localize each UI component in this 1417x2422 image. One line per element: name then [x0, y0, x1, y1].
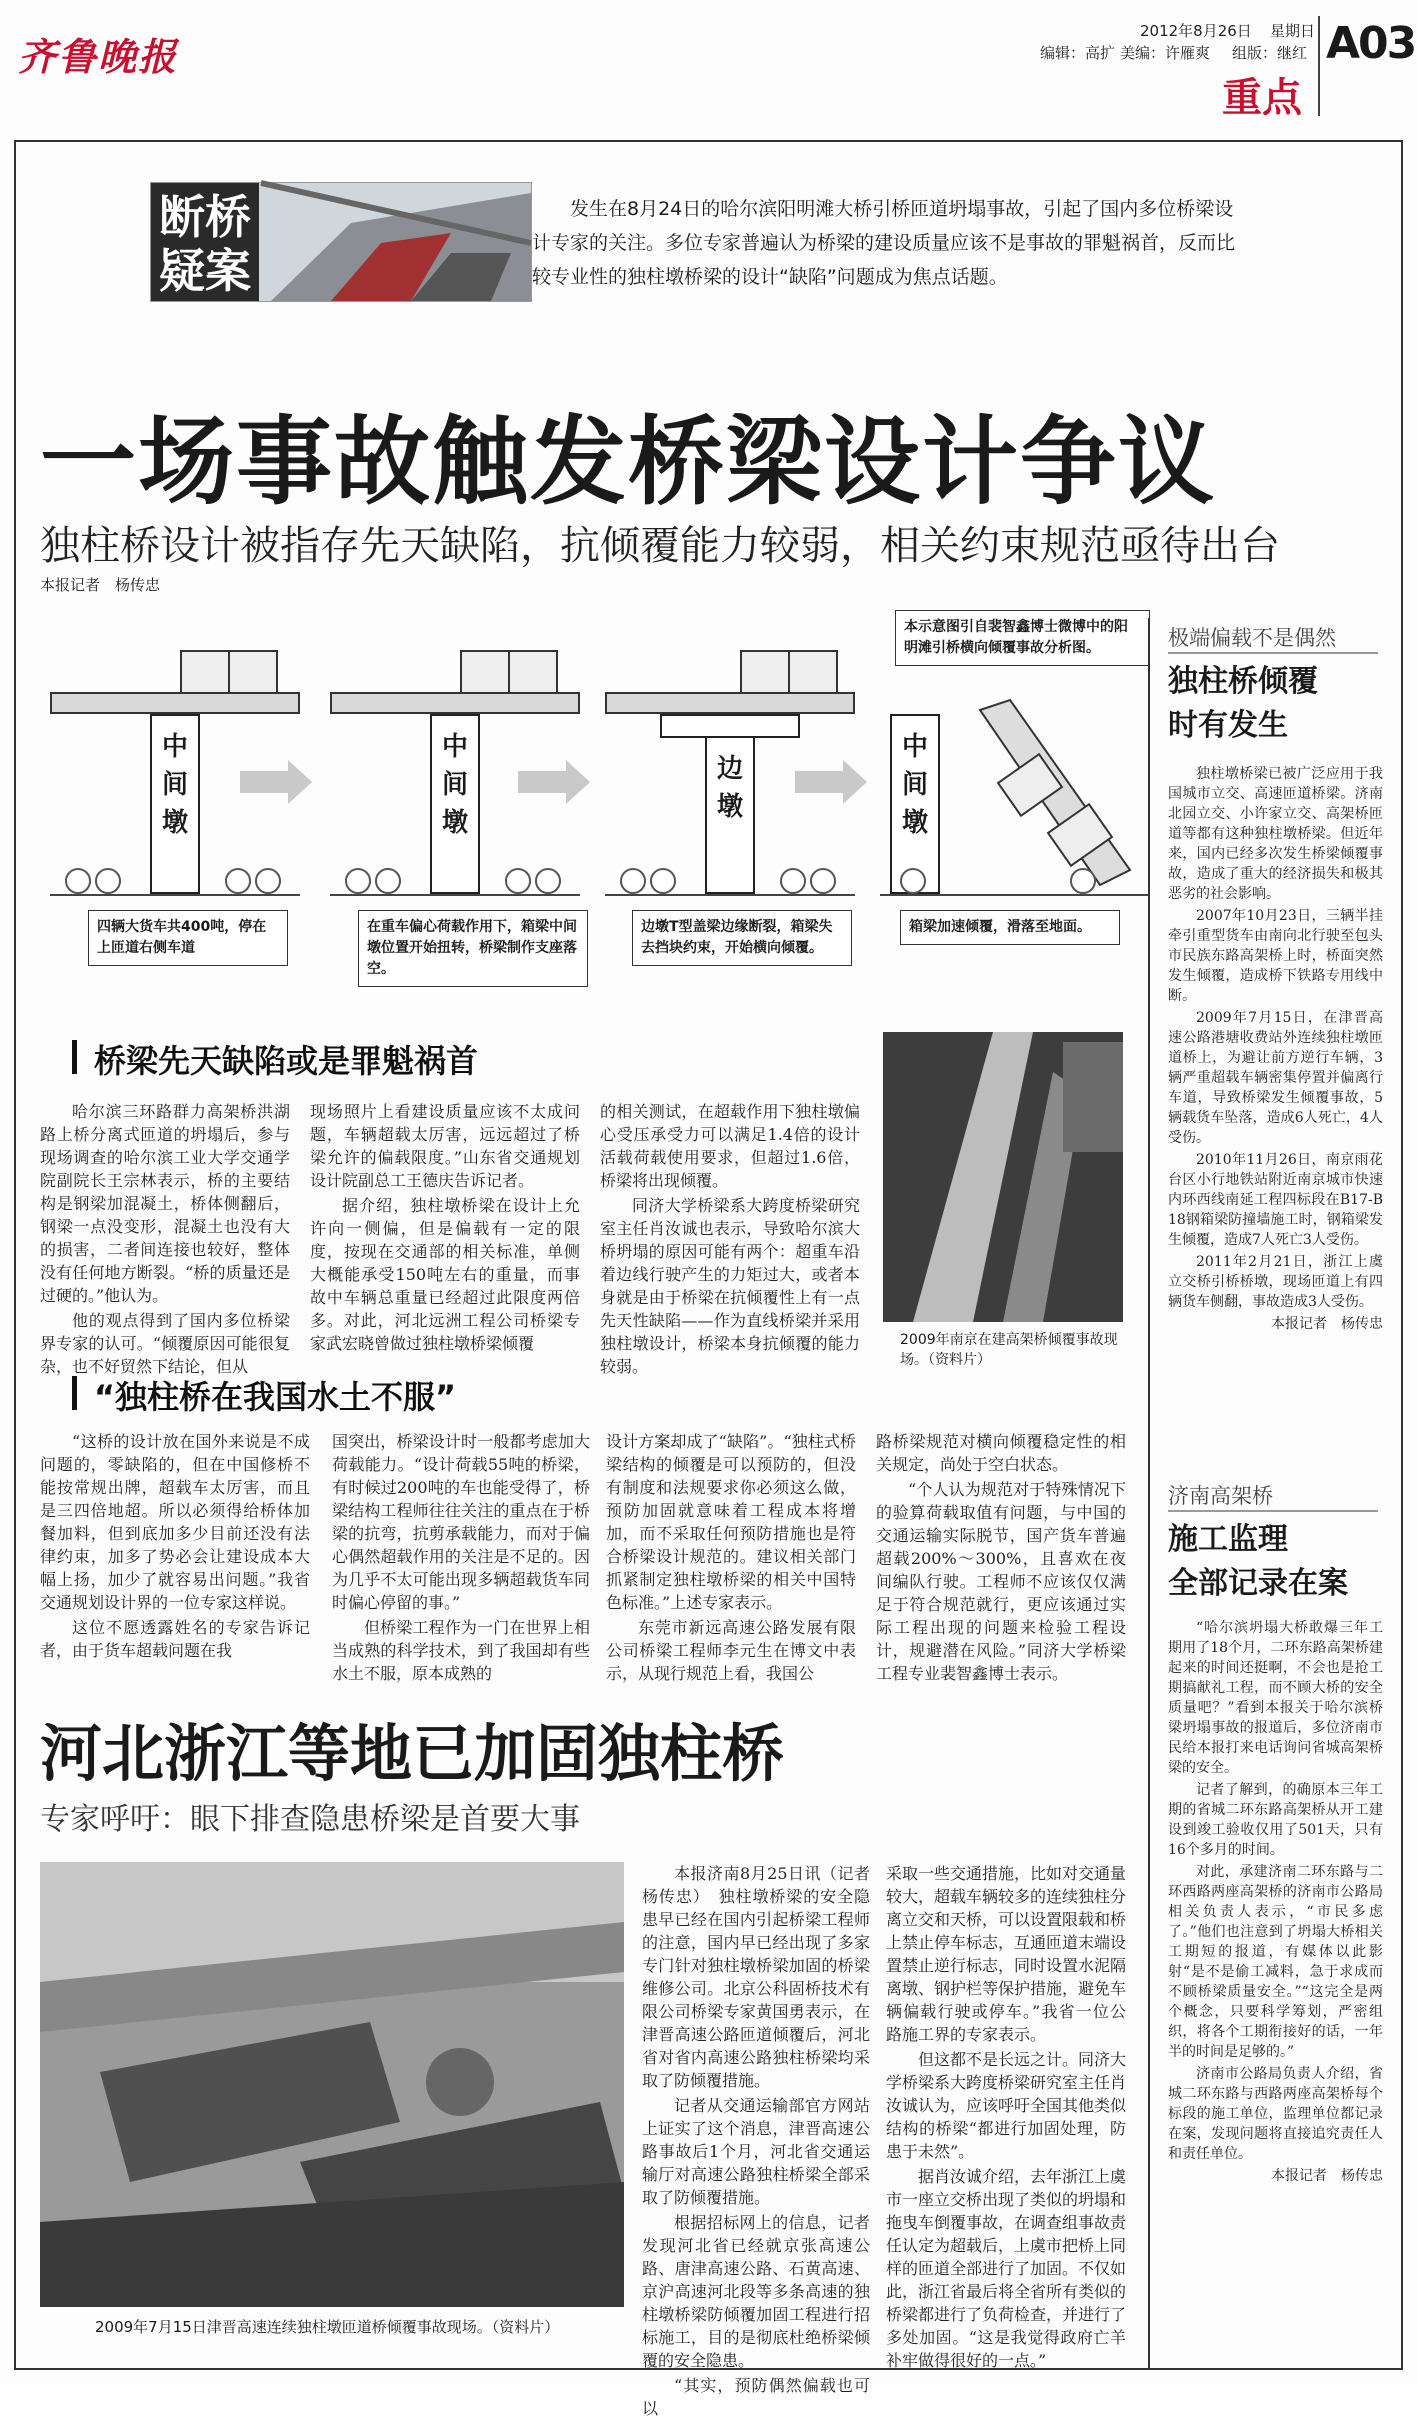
tipping-deck-illustration [940, 700, 1150, 900]
overturned-trucks-image [40, 1862, 624, 2307]
nanjing-photo [883, 1032, 1123, 1322]
ground-step2 [330, 894, 580, 896]
paragraph: 本报济南8月25日讯（记者 杨传忠） 独柱墩桥梁的安全隐患早已经在国内引起桥梁工程师的注意，国内早已经出现了多家专门针对独柱墩桥梁加固的桥梁维修公司。北京公科固桥技术有限公司桥梁专家黄国勇表示，在津晋高速公路匝道倾覆后，河北省对省内高速公路独柱桥梁均采取了防倾覆措施。 [642, 1864, 887, 2090]
tree-icon [345, 868, 371, 894]
deck-step3 [605, 692, 855, 714]
paragraph: 2009年7月15日，在津晋高速公路港塘收费站外连续独柱墩匝道桥上，为避让前方逆行车辆，3辆严重超载车辆密集停置并偏离行车道，导致桥梁发生倾覆事故，5辆载货车坠落，造成6人死亡，4人受伤。 [1168, 1010, 1383, 1146]
paragraph: 2011年2月21日，浙江上虞立交桥引桥桥墩，现场匝道上有四辆货车侧翻，事故造成3人受伤。 [1168, 1254, 1383, 1310]
t-cap-beam [660, 714, 800, 738]
paragraph: 对此，承建济南二环东路与二环西路两座高架桥的济南市公路局相关负责人表示，“市民多虑了。”他们也注意到了坍塌大桥相关工期短的报道，有媒体以此影射“是不是偷工减料，急于求成而不顾桥梁质量安全。”“这完全是两个概念，只要科学筹划，严密组织，将各个工期衔接好的话，一年半的时间是足够的。” [1168, 1864, 1383, 2060]
second-col1 [642, 1862, 887, 2422]
paragraph: 济南市公路局负责人介绍，省城二环东路与西路两座高架桥每个标段的施工单位，监理单位都记录在案，发现问题将直接追究责任人和责任单位。 [1168, 2066, 1383, 2162]
bridge-collapse-image [883, 1032, 1123, 1322]
tree-icon [95, 868, 121, 894]
paragraph: 但这都不是长远之计。同济大学桥梁系大跨度桥梁研究室主任肖汝诚认为，应该呼吁全国其他类似结构的桥梁“都进行加固处理，防患于未然”。 [886, 2050, 1127, 2161]
pier-step1-label: 中间墩 [161, 732, 188, 838]
tree-icon [810, 868, 836, 894]
ground-step4 [880, 894, 1150, 896]
paragraph: 的相关测试，在超载作用下独柱墩偏心受压承受力可以满足1.4倍的设计活载荷载使用要求，但超过1.6倍，桥梁将出现倾覆。 [600, 1102, 860, 1190]
page-number: A03 [1326, 18, 1416, 69]
tree-icon [505, 868, 531, 894]
main-byline: 本报记者 杨传忠 [40, 576, 161, 594]
section2-col3 [606, 1430, 856, 1687]
tree-icon [780, 868, 806, 894]
paragraph: “这桥的设计放在国外来说是不成问题的，零缺陷的，但在中国修桥不能按常规出牌，超载车太厉害，而且是三四倍地超。所以必须得给桥体加餐加料，但到底加多少目前还没有法律约束，加多了势必会让建设成本大幅上扬，加少了就容易出问题。”我省交通规划设计界的一位专家这样说。 [40, 1432, 310, 1612]
intro-badge-photo [150, 182, 532, 302]
paragraph: 哈尔滨三环路群力高架桥洪湖路上桥分离式匝道的坍塌后，参与现场调查的哈尔滨工业大学交通学院副院长王宗林表示，桥的主要结构是钢梁加混凝土，桥体侧翻后，钢梁一点没变形，混凝土也没有大的损害，二者间连接也较好，整体没有任何地方断裂。“桥的质量还是过硬的。”他认为。 [40, 1102, 290, 1305]
byline: 本报记者 杨传忠 [1271, 1316, 1383, 1332]
paragraph: 记者了解到，的确原本三年工期的省城二环东路高架桥从开工建设到竣工验收仅用了501天，只有16个多月的时间。 [1168, 1782, 1383, 1858]
second-headline: 河北浙江等地已加固独柱桥 [40, 1717, 785, 1790]
jinjin-photo-caption: 2009年7月15日津晋高速连续独柱墩匝道桥倾覆事故现场。（资料片） [95, 2318, 560, 2336]
paragraph: 现场照片上看建设质量应该不太成问题，车辆超载太厉害，远远超过了桥梁允许的偏载限度。”山东省交通规划设计院副总工王德庆告诉记者。 [310, 1102, 580, 1190]
paragraph: 2007年10月23日，三辆半挂牵引重型货车由南向北行驶至包头市民族东路高架桥上时，桥面突然发生倾覆，造成桥下铁路专用线中断。 [1168, 908, 1383, 1004]
sidebar2-title-1: 施工监理 [1168, 1522, 1288, 1557]
section1-col3 [600, 1100, 860, 1380]
paragraph: 据介绍，独柱墩桥梁在设计上允许向一侧偏，但是偏载有一定的限度，按现在交通部的相关标准，单侧大概能承受150吨左右的重量，而事故中车辆总重量已经超过此限度两倍多。对此，河北远洲工程公司桥梁专家武宏晓曾做过独柱墩桥梁倾覆 [310, 1196, 580, 1353]
issue-date: 2012年8月26日 [1140, 22, 1252, 40]
issue-weekday: 星期日 [1270, 22, 1316, 40]
paper-name: 齐鲁晚报 [18, 34, 179, 79]
proof-credit: 组版：继红 [1232, 44, 1308, 62]
caption-step3: 边墩T型盖梁边缘断裂，箱梁失去挡块约束，开始横向倾覆。 [632, 910, 852, 966]
truck-step1-b [228, 650, 278, 694]
diagram-note: 本示意图引自裴智鑫博士微博中的阳明滩引桥横向倾覆事故分析图。 [895, 610, 1150, 666]
badge-bottom-text: 疑案 [159, 244, 251, 298]
badge-top-text: 断桥 [159, 190, 251, 244]
tree-icon [650, 868, 676, 894]
collapse-diagram [40, 610, 1150, 1030]
tree-icon [900, 868, 926, 894]
section2-col4 [876, 1430, 1126, 1687]
intro-text: 发生在8月24日的哈尔滨阳明滩大桥引桥匝道坍塌事故，引起了国内多位桥梁设计专家的关注。多位专家普遍认为桥梁的建设质量应该不是事故的罪魁祸首，反而比较专业性的独柱墩桥梁的设计“缺陷”问题成为焦点话题。 [532, 198, 1236, 288]
paragraph: 记者从交通运输部官方网站上证实了这个消息，津晋高速公路事故后1个月，河北省交通运输厅对高速公路独柱桥梁全部采取了防倾覆措施。 [642, 2096, 870, 2207]
section2-heading: “独柱桥在我国水土不服” [72, 1372, 794, 1418]
paragraph: 路桥梁规范对横向倾覆稳定性的相关规定，尚处于空白状态。 [876, 1432, 1126, 1474]
pier-step3-label: 边墩 [716, 754, 743, 822]
sidebar-rule [1148, 618, 1150, 2368]
truck-step1-a [180, 650, 230, 694]
pier-step4-label: 中间墩 [901, 732, 928, 838]
paragraph: 据肖汝诚介绍，去年浙江上虞市一座立交桥出现了类似的坍塌和拖曳车倒覆事故，在调查组事故责任认定为超载后，上虞市把桥上同样的匝道全部进行了加固。不仅如此，浙江省最后将全省所有类似的桥梁都进行了负荷检查，并进行了多处加固。“这是我觉得政府亡羊补牢做得很好的一点。” [886, 2167, 1127, 2370]
section2-col2 [332, 1430, 590, 1687]
truck-step2-b [508, 650, 558, 694]
tree-icon [225, 868, 251, 894]
paragraph: “个人认为规范对于特殊情况下的验算荷载取值有问题，与中国的交通运输实际脱节，国产货车普遍超载200%～300%，且喜欢在夜间编队行驶。工程师不应该仅仅满足于符合规范就行，更应该通过实际工程出现的问题来检验工程设计，规避潜在风险。”同济大学桥梁工程专业裴智鑫博士表示。 [876, 1480, 1126, 1683]
tree-icon [255, 868, 281, 894]
caption-step1: 四辆大货车共400吨，停在上匝道右侧车道 [88, 910, 288, 966]
paragraph: 独柱墩桥梁已被广泛应用于我国城市立交、高速匝道桥梁。济南北园立交、小许家立交、高架桥匝道等都有这种独柱墩桥梁。但近年来，国内已经多次发生桥梁倾覆事故，造成了重大的经济损失和极其恶劣的社会影响。 [1168, 766, 1383, 902]
tree-icon [535, 868, 561, 894]
pier-step2 [430, 714, 480, 894]
sidebar2-kicker: 济南高架桥 [1168, 1484, 1273, 1508]
tree-icon [620, 868, 646, 894]
deck-step2 [330, 692, 580, 714]
pier-step2-label: 中间墩 [441, 732, 468, 838]
sidebar1-title-1: 独柱桥倾覆 [1168, 664, 1318, 699]
caption-step4: 箱梁加速倾覆，滑落至地面。 [900, 910, 1120, 945]
caption-step2: 在重车偏心荷载作用下，箱梁中间墩位置开始扭转，桥梁制作支座落空。 [358, 910, 588, 987]
main-headline: 一场事故触发桥梁设计争议 [40, 406, 1216, 518]
section-label: 重点 [1222, 75, 1302, 121]
paragraph: “其实，预防偶然偏载也可以 [642, 2376, 870, 2418]
pier-step1 [150, 714, 200, 894]
jinjin-photo [40, 1862, 624, 2307]
deck-step1 [50, 692, 300, 714]
paragraph: 同济大学桥梁系大跨度桥梁研究室主任肖汝诚也表示，导致哈尔滨大桥坍塌的原因可能有两个：超重车沿着边线行驶产生的力矩过大，或者本身就是由于桥梁在抗倾覆性上有一点先天性缺陷——作为直线桥梁并采用独柱墩设计，桥梁本身抗倾覆的能力较弱。 [600, 1196, 860, 1376]
main-subhead: 独柱桥设计被指存先天缺陷，抗倾覆能力较弱，相关约束规范亟待出台 [40, 523, 1280, 569]
truck-step2-a [460, 650, 510, 694]
masthead-divider [1318, 16, 1320, 116]
sidebar2-kicker-rule [1168, 1510, 1378, 1512]
section1-col1 [40, 1100, 290, 1380]
tree-icon [65, 868, 91, 894]
paragraph: 设计方案却成了“缺陷”。“独柱式桥梁结构的倾覆是可以预防的，但没有制度和法规要求你必须这么做，预防加固就意味着工程成本将增加，而不采取任何预防措施也是符合桥梁设计规范的。建议相关部门抓紧制定独柱墩桥梁的相关中国特色标准。”上述专家表示。 [606, 1432, 856, 1612]
pier-step4 [890, 714, 940, 894]
sidebar1-body [1168, 764, 1383, 1336]
tree-icon [1070, 868, 1096, 894]
ground-step3 [605, 894, 855, 896]
paragraph: 采取一些交通措施，比如对交通量较大，超载车辆较多的连续独柱分离立交和天桥，可以设置限载和桥上禁止停车标志，互通匝道末端设置禁止逆行标志，同时设置水泥隔离墩、钢护栏等保护措施，避免车辆偏载行驶或停车。”我省一位公路施工界的专家表示。 [886, 1864, 1127, 2044]
paragraph: 国突出，桥梁设计时一般都考虑加大荷载能力。“设计荷载55吨的桥梁，有时候过200吨的车也能受得了，桥梁结构工程师往往关注的重点在于桥梁的抗弯，抗剪承载能力，而对于偏心偶然超载作用的关注是不足的。因为几乎不太可能出现多辆超载货车同时偏心停留的事。” [332, 1432, 590, 1612]
paragraph: 2010年11月26日，南京雨花台区小行地铁站附近南京城市快速内环西线南延工程四标段在B17-B18钢箱梁防撞墙施工时，钢箱梁发生倾覆，造成7人死亡3人受伤。 [1168, 1152, 1383, 1248]
sidebar1-kicker-rule [1168, 652, 1378, 654]
paragraph: 他的观点得到了国内多位桥梁界专家的认可。“倾覆原因可能很复杂，也不好贸然下结论，但从 [40, 1311, 290, 1376]
section2-col1 [40, 1430, 310, 1664]
paragraph: 东莞市新远高速公路发展有限公司桥梁工程师李元生在博文中表示，从现行规范上看，我国公 [606, 1618, 856, 1683]
art-editor-credit: 美编：许雁爽 [1120, 44, 1211, 62]
editor-credit: 编辑：高扩 [1040, 44, 1116, 62]
paragraph: “哈尔滨坍塌大桥敢爆三年工期用了18个月，二环东路高架桥建起来的时间还挺啊，不会也是抢工期搞献礼工程，而不顾大桥的安全质量吧？”看到本报关于哈尔滨桥梁坍塌事故的报道后，多位济南市民给本报打来电话询问省城高架桥梁的安全。 [1168, 1620, 1383, 1776]
section1-heading: 桥梁先天缺陷或是罪魁祸首 [72, 1036, 794, 1082]
paragraph: 但桥梁工程作为一门在世界上相当成熟的科学技术，到了我国却有些水土不服，原本成熟的 [332, 1618, 590, 1683]
truck-step3-b [788, 650, 838, 694]
section1-col2 [310, 1100, 580, 1357]
sidebar1-kicker: 极端偏载不是偶然 [1168, 626, 1336, 650]
paragraph: 这位不愿透露姓名的专家告诉记者，由于货车超载问题在我 [40, 1618, 310, 1660]
sidebar2-title-2: 全部记录在案 [1168, 1566, 1348, 1601]
byline: 本报记者 杨传忠 [1271, 2168, 1383, 2184]
sidebar2-body [1168, 1618, 1383, 2188]
truck-step3-a [740, 650, 790, 694]
second-col2 [886, 1862, 1126, 2374]
nanjing-photo-caption: 2009年南京在建高架桥倾覆事故现场。（资料片） [900, 1332, 1118, 1368]
ground-step1 [50, 894, 300, 896]
sidebar1-title-2: 时有发生 [1168, 708, 1288, 743]
tree-icon [375, 868, 401, 894]
second-subhead: 专家呼吁：眼下排查隐患桥梁是首要大事 [40, 1802, 580, 1837]
paragraph: 根据招标网上的信息，记者发现河北省已经就京张高速公路、唐津高速公路、石黄高速、京沪高速河北段等多条高速的独柱墩桥梁防倾覆加固工程进行招标施工，目的是彻底杜绝桥梁倾覆的安全隐患。 [642, 2213, 870, 2370]
pier-step3 [705, 736, 755, 894]
